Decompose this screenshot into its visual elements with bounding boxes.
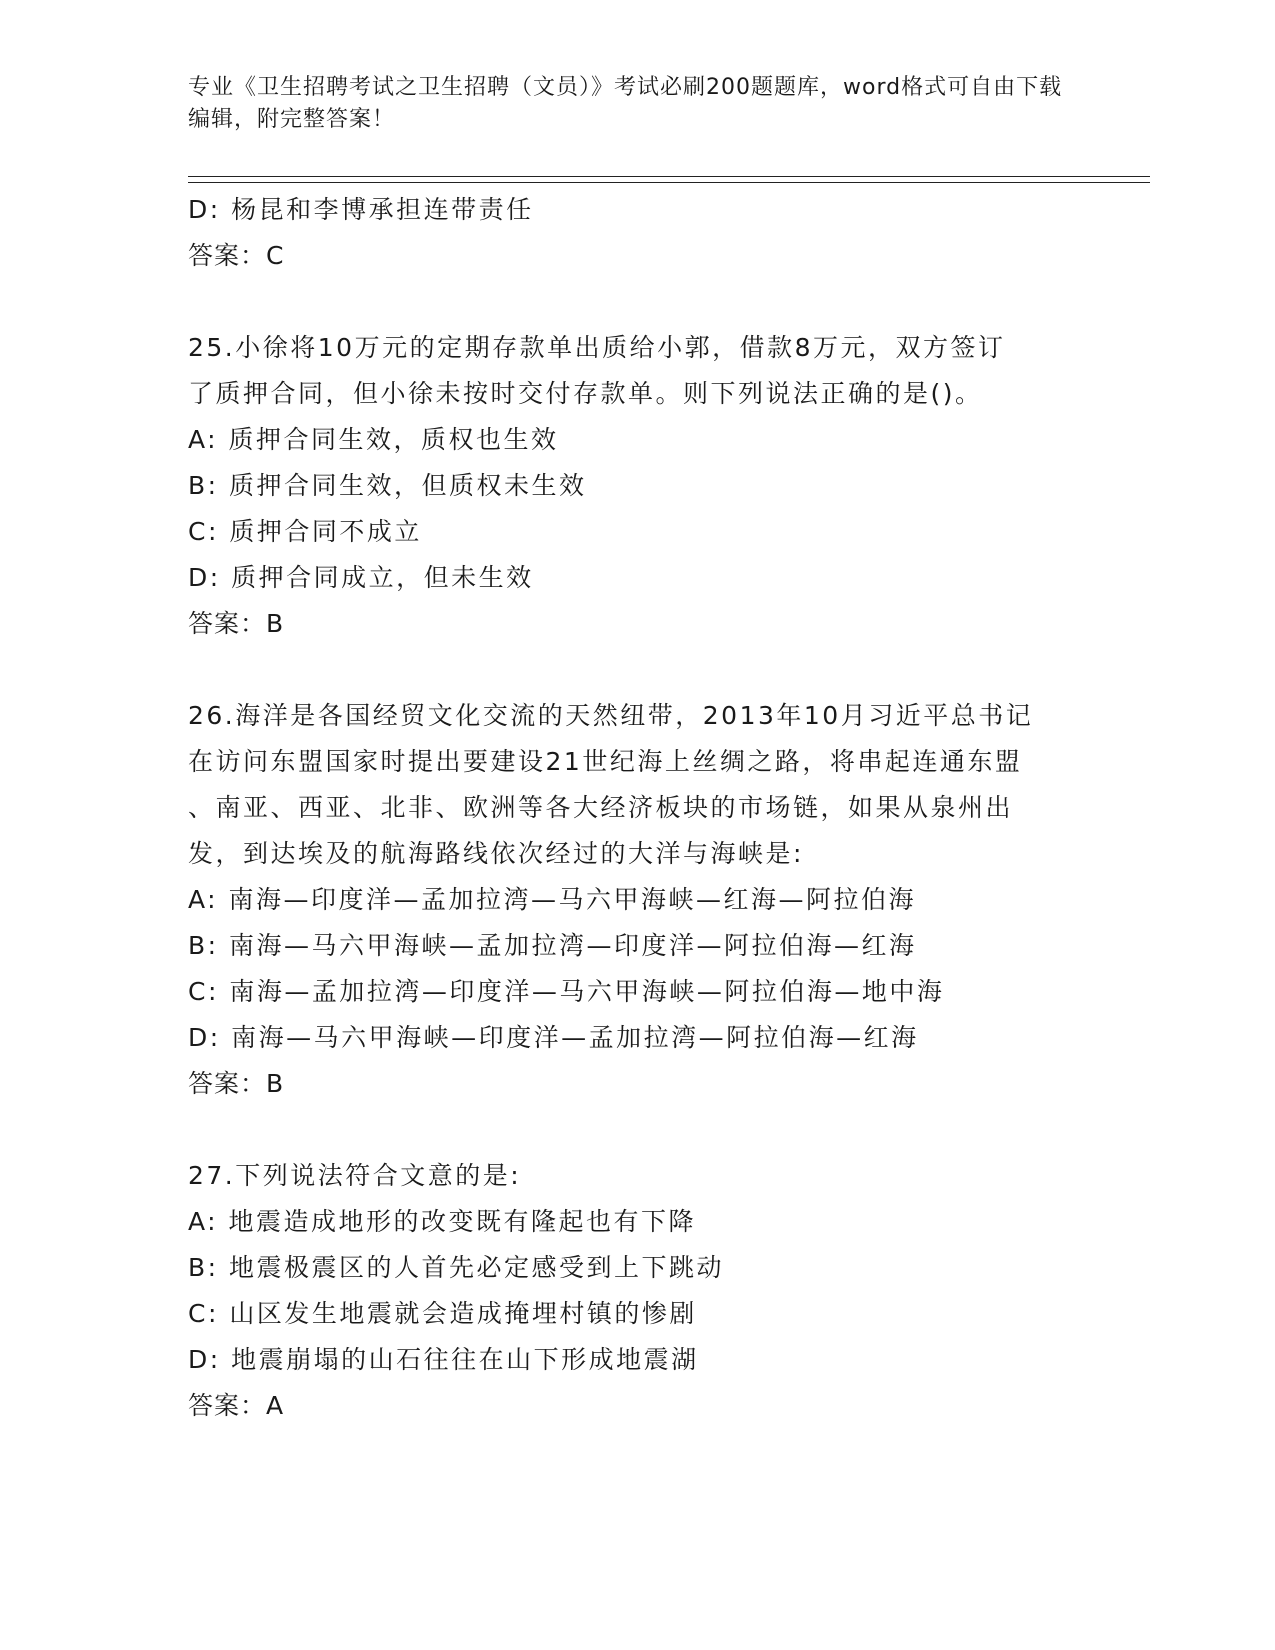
option-c: C: 山区发生地震就会造成掩埋村镇的惨剧 [188, 1299, 697, 1328]
option-a: A: 地震造成地形的改变既有隆起也有下降 [188, 1207, 697, 1236]
page-header [188, 72, 1068, 136]
option-c: C: 质押合同不成立 [188, 517, 422, 546]
header-divider [188, 176, 1150, 183]
spacer [188, 1107, 1088, 1153]
option-a: A: 南海—印度洋—孟加拉湾—马六甲海峡—红海—阿拉伯海 [188, 885, 917, 914]
option-d: D: 杨昆和李博承担连带责任 [188, 195, 534, 224]
question-text-line: 26.海洋是各国经贸文化交流的天然纽带，2013年10月习近平总书记 [188, 701, 1034, 730]
option-c: C: 南海—孟加拉湾—印度洋—马六甲海峡—阿拉伯海—地中海 [188, 977, 945, 1006]
spacer [188, 647, 1088, 693]
spacer [188, 279, 1088, 325]
question-text-line: 发，到达埃及的航海路线依次经过的大洋与海峡是: [188, 839, 804, 868]
question-text-line: 在访问东盟国家时提出要建设21世纪海上丝绸之路，将串起连通东盟 [188, 747, 1023, 776]
question-27 [188, 1153, 1088, 1429]
answer: 答案：B [188, 609, 285, 638]
question-content [188, 187, 1088, 1429]
question-text-line: 25.小徐将10万元的定期存款单出质给小郭，借款8万元，双方签订 [188, 333, 1006, 362]
option-b: B: 质押合同生效，但质权未生效 [188, 471, 587, 500]
option-d: D: 质押合同成立，但未生效 [188, 563, 534, 592]
option-d: D: 南海—马六甲海峡—印度洋—孟加拉湾—阿拉伯海—红海 [188, 1023, 919, 1052]
question-text-line: 27.下列说法符合文意的是: [188, 1161, 522, 1190]
question-text-line: 了质押合同，但小徐未按时交付存款单。则下列说法正确的是()。 [188, 379, 983, 408]
option-b: B: 地震极震区的人首先必定感受到上下跳动 [188, 1253, 725, 1282]
answer: 答案：A [188, 1391, 285, 1420]
question-25 [188, 325, 1088, 647]
option-d: D: 地震崩塌的山石往往在山下形成地震湖 [188, 1345, 699, 1374]
question-text-line: 、南亚、西亚、北非、欧洲等各大经济板块的市场链，如果从泉州出 [188, 793, 1014, 822]
option-a: A: 质押合同生效，质权也生效 [188, 425, 559, 454]
answer: 答案：B [188, 1069, 285, 1098]
option-b: B: 南海—马六甲海峡—孟加拉湾—印度洋—阿拉伯海—红海 [188, 931, 917, 960]
header-text: 专业《卫生招聘考试之卫生招聘（文员）》考试必刷200题题库，word格式可自由下载编辑，附完整答案！ [188, 75, 1063, 132]
answer: 答案：C [188, 241, 285, 270]
question-26 [188, 693, 1088, 1107]
